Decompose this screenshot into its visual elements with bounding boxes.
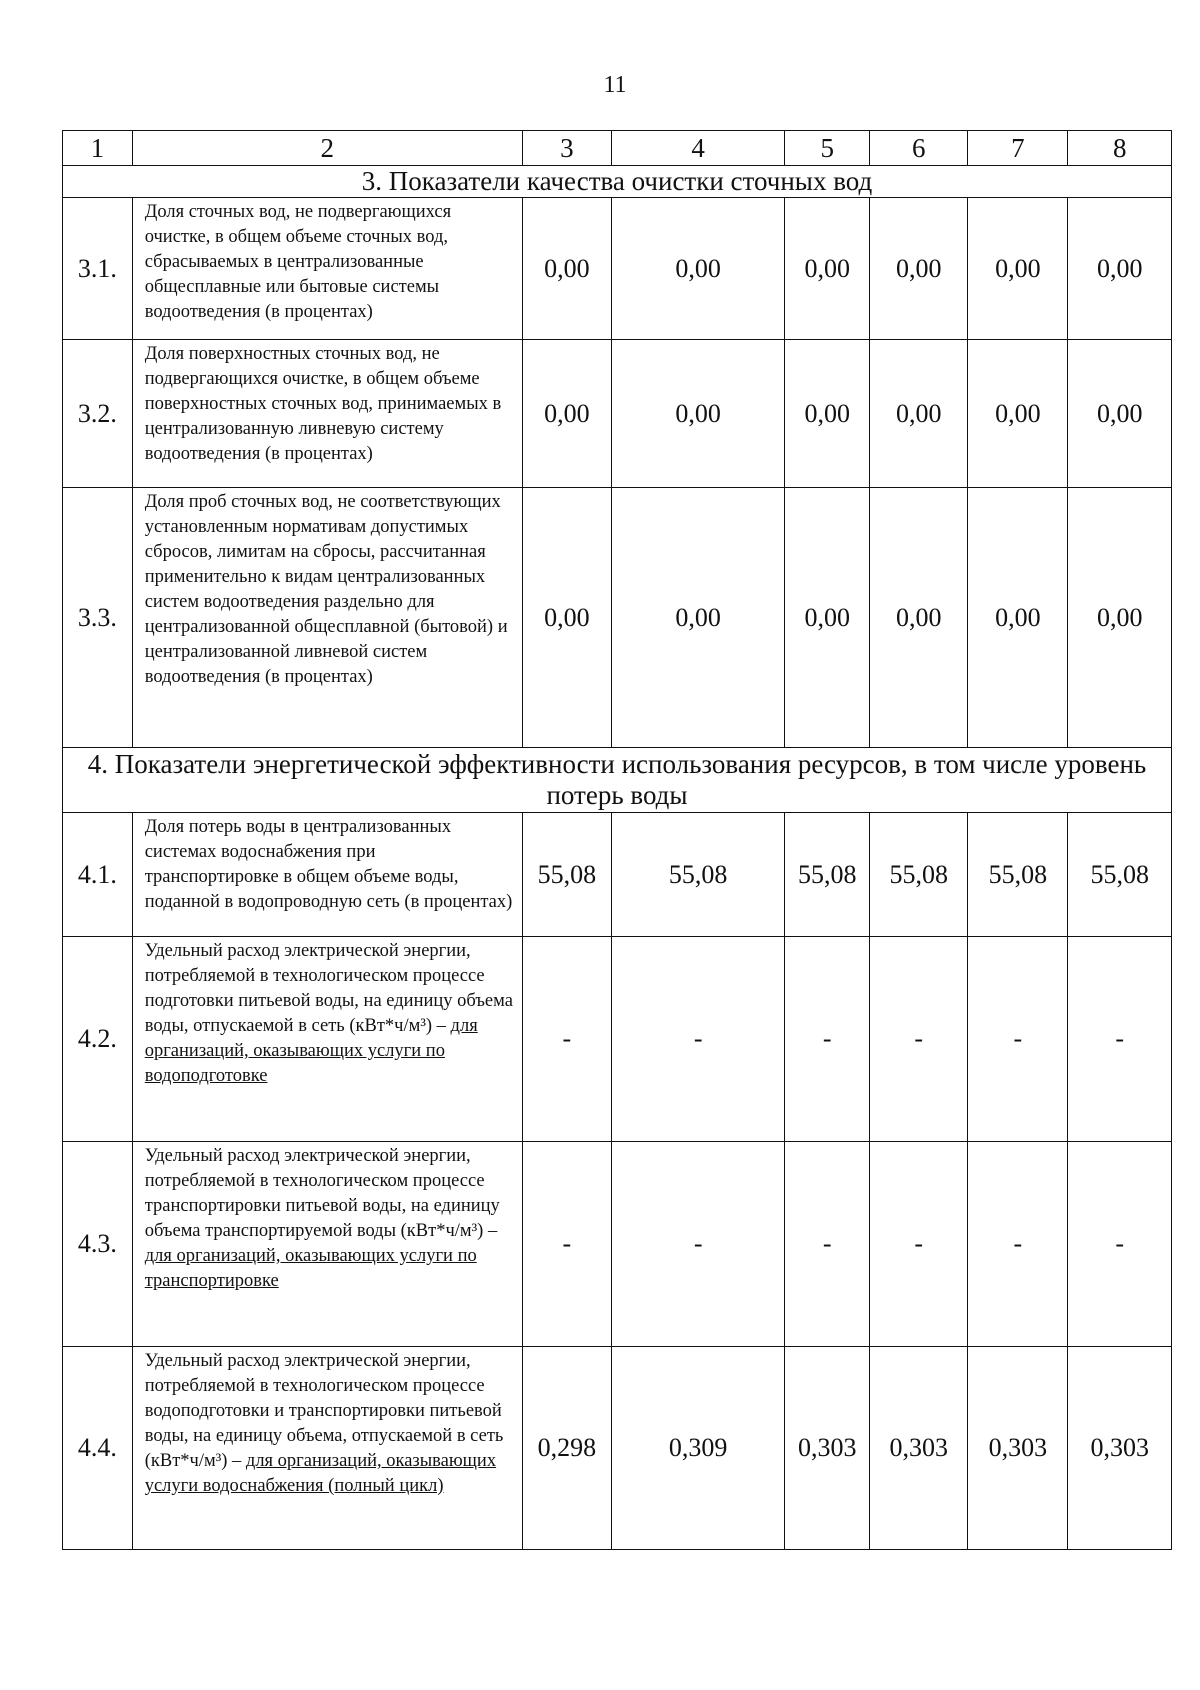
- row-value: 0,309: [612, 1347, 785, 1550]
- column-number: 4: [612, 131, 785, 166]
- row-value: 0,303: [1068, 1347, 1172, 1550]
- table-row: [63, 488, 1172, 748]
- row-value: 0,00: [1068, 488, 1172, 748]
- table-row: [63, 813, 1172, 937]
- row-value: -: [785, 937, 870, 1142]
- row-number: 4.4.: [63, 1347, 133, 1550]
- column-number: 1: [63, 131, 133, 166]
- row-number: 4.1.: [63, 813, 133, 937]
- row-value: -: [1068, 1142, 1172, 1347]
- row-value: 0,00: [870, 340, 968, 488]
- row-number: 4.2.: [63, 937, 133, 1142]
- row-value: -: [870, 1142, 968, 1347]
- row-number: 3.1.: [63, 198, 133, 340]
- section-heading: 4. Показатели энергетической эффективности использования ресурсов, в том числе уровень потерь воды: [63, 748, 1172, 813]
- row-value: 0,00: [968, 198, 1068, 340]
- row-description: Доля поверхностных сточных вод, не подвергающихся очистке, в общем объеме поверхностных сточных вод, принимаемых в централизованную ливневую систему водоотведения (в процентах): [132, 340, 522, 488]
- row-number: 3.2.: [63, 340, 133, 488]
- row-value: 0,303: [785, 1347, 870, 1550]
- row-value: 0,00: [522, 340, 611, 488]
- column-number-row: [63, 131, 1172, 166]
- row-value: -: [968, 937, 1068, 1142]
- row-value: 55,08: [870, 813, 968, 937]
- row-value: 0,00: [785, 340, 870, 488]
- section-heading-row: [63, 166, 1172, 198]
- row-value: 0,00: [870, 198, 968, 340]
- row-value: 0,00: [612, 340, 785, 488]
- column-number: 6: [870, 131, 968, 166]
- section-heading: 3. Показатели качества очистки сточных вод: [63, 166, 1172, 198]
- row-description: Удельный расход электрической энергии, потребляемой в технологическом процессе транспортировки питьевой воды, на единицу объема транспортируемой воды (кВт*ч/м³) – для организаций, оказывающих услуги по транспортировке: [132, 1142, 522, 1347]
- row-value: 0,00: [785, 198, 870, 340]
- row-value: -: [785, 1142, 870, 1347]
- row-value: 0,00: [522, 198, 611, 340]
- row-value: 55,08: [968, 813, 1068, 937]
- page-number: 11: [603, 72, 627, 98]
- column-number: 3: [522, 131, 611, 166]
- column-number: 5: [785, 131, 870, 166]
- row-value: 0,00: [612, 198, 785, 340]
- row-value: 0,00: [968, 340, 1068, 488]
- section-heading-row: [63, 748, 1172, 813]
- row-value: 0,00: [785, 488, 870, 748]
- column-number: 7: [968, 131, 1068, 166]
- row-value: 55,08: [612, 813, 785, 937]
- row-number: 4.3.: [63, 1142, 133, 1347]
- row-value: 55,08: [1068, 813, 1172, 937]
- row-value: -: [1068, 937, 1172, 1142]
- row-value: 0,00: [522, 488, 611, 748]
- row-description: Доля сточных вод, не подвергающихся очистке, в общем объеме сточных вод, сбрасываемых в централизованные общесплавные или бытовые системы водоотведения (в процентах): [132, 198, 522, 340]
- row-description: Доля потерь воды в централизованных системах водоснабжения при транспортировке в общем объеме воды, поданной в водопроводную сеть (в процентах): [132, 813, 522, 937]
- row-value: 0,303: [968, 1347, 1068, 1550]
- table-row: [63, 1142, 1172, 1347]
- row-description: Удельный расход электрической энергии, потребляемой в технологическом процессе подготовки питьевой воды, на единицу объема воды, отпускаемой в сеть (кВт*ч/м³) – для организаций, оказывающих услуги по водоподготовке: [132, 937, 522, 1142]
- row-value: -: [522, 937, 611, 1142]
- row-value: 55,08: [522, 813, 611, 937]
- row-value: 0,00: [870, 488, 968, 748]
- indicators-table: [62, 130, 1172, 1550]
- row-value: 0,00: [1068, 340, 1172, 488]
- row-value: -: [612, 937, 785, 1142]
- row-value: 0,303: [870, 1347, 968, 1550]
- column-number: 8: [1068, 131, 1172, 166]
- row-number: 3.3.: [63, 488, 133, 748]
- row-description: Удельный расход электрической энергии, потребляемой в технологическом процессе водоподготовки и транспортировки питьевой воды, на единицу объема, отпускаемой в сеть (кВт*ч/м³) – для организаций, оказывающих услуги водоснабжения (полный цикл): [132, 1347, 522, 1550]
- row-value: -: [968, 1142, 1068, 1347]
- row-value: 55,08: [785, 813, 870, 937]
- table-row: [63, 1347, 1172, 1550]
- row-value: -: [612, 1142, 785, 1347]
- row-value: 0,00: [1068, 198, 1172, 340]
- table-row: [63, 340, 1172, 488]
- row-value: 0,00: [968, 488, 1068, 748]
- row-value: -: [522, 1142, 611, 1347]
- table-row: [63, 198, 1172, 340]
- row-value: 0,298: [522, 1347, 611, 1550]
- row-description: Доля проб сточных вод, не соответствующих установленным нормативам допустимых сбросов, лимитам на сбросы, рассчитанная применительно к видам централизованных систем водоотведения раздельно для централизованной общесплавной (бытовой) и централизованной ливневой систем водоотведения (в процентах): [132, 488, 522, 748]
- row-value: -: [870, 937, 968, 1142]
- row-value: 0,00: [612, 488, 785, 748]
- table-row: [63, 937, 1172, 1142]
- column-number: 2: [132, 131, 522, 166]
